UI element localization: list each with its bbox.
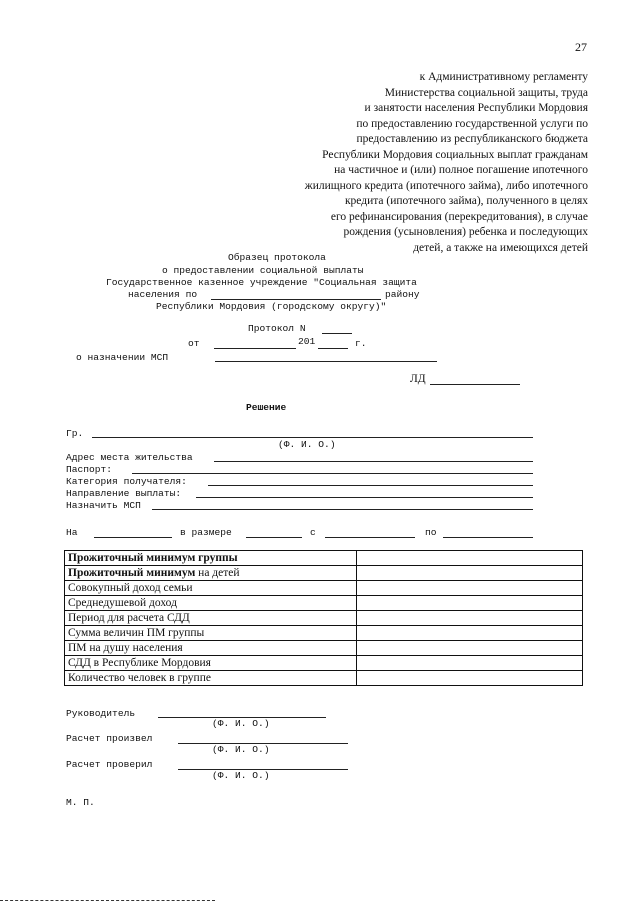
table-row-value[interactable] [357,626,583,641]
table-row [65,671,583,686]
table-row-label [65,551,357,566]
table-row [65,596,583,611]
table-row-label [65,596,357,611]
table-row-label-text: Среднедушевой доход [68,597,177,609]
table-row-label [65,656,357,671]
header-line: Республики Мордовия социальных выплат гражданам [322,148,588,161]
republic-okrug: Республики Мордовия (городскому округу)" [156,301,387,312]
passport-label: Паспорт: [66,464,113,475]
assign-msp-field[interactable] [215,361,437,362]
table-row [65,641,583,656]
header-line: по предоставлению государственной услуги по [356,117,588,130]
calc-made-label: Расчет произвел [66,733,153,744]
table-row-value[interactable] [357,596,583,611]
table-row-label [65,566,357,581]
table-row-label [65,581,357,596]
sample-title: Образец протокола [228,252,326,263]
table-row-value[interactable] [357,656,583,671]
header-line: жилищного кредита (ипотечного займа), либо ипотечного [304,179,588,192]
table-row [65,566,583,581]
citizen-fio-field[interactable] [92,437,533,438]
fio-hint: (Ф. И. О.) [278,439,336,450]
table-row [65,611,583,626]
table-row [65,581,583,596]
institution-name: Государственное казенное учреждение "Социальная защита [106,277,417,288]
table-row-label-text: Период для расчета СДД [68,612,190,624]
ld-field[interactable] [430,384,520,385]
table-row-value[interactable] [357,641,583,656]
protocol-date-label: от [188,338,200,349]
header-line: его рефинансирования (перекредитования), в случае [330,210,588,223]
table-row-value[interactable] [357,611,583,626]
table-row-label [65,626,357,641]
protocol-year-suffix: г. [355,338,367,349]
calc-checked-label: Расчет проверил [66,759,153,770]
header-line: Министерства социальной защиты, труда [384,86,588,99]
header-line: рождения (усыновления) ребенка и последующих [343,226,588,238]
table-row-label [65,641,357,656]
direction-label: Направление выплаты: [66,488,182,499]
table-row [65,551,583,566]
category-label: Категория получателя: [66,476,187,487]
fio-hint: (Ф. И. О.) [212,718,270,729]
table-row-label-text: на детей [195,567,240,579]
table-row-label-text: Совокупный доход семьи [68,582,193,594]
fio-hint: (Ф. И. О.) [212,744,270,755]
district-suffix: району [385,289,420,300]
header-line: кредита (ипотечного займа), полученного в целях [344,195,588,207]
header-line: к Административному регламенту [419,71,588,83]
table-row-label-bold: Прожиточный минимум [68,567,196,579]
head-label: Руководитель [66,708,136,719]
header-line: детей, а также на имеющихся детей [413,241,588,254]
category-field[interactable] [208,485,533,486]
header-line: на частичное и (или) полное погашение ипотечного [334,164,588,176]
assign-msp-label: о назначении МСП [76,352,169,363]
protocol-year-field[interactable] [318,348,348,349]
address-label: Адрес места жительства [66,452,193,463]
address-field[interactable] [214,461,533,462]
table-row-label-text: СДД в Республике Мордовия [68,657,211,669]
protocol-number-field[interactable] [322,333,352,334]
table-row [65,656,583,671]
table-row-value[interactable] [357,671,583,686]
table-row-value[interactable] [357,581,583,596]
assign-label: Назначить МСП [66,500,141,511]
period-to-label: по [425,527,437,538]
table-row-label-text: ПМ на душу населения [68,642,183,654]
table-row [65,626,583,641]
table-row-label-text: Количество человек в группе [68,672,211,684]
fio-hint: (Ф. И. О.) [212,770,270,781]
table-row-value[interactable] [357,566,583,581]
stamp-place: М. П. [66,797,95,808]
table-row-label-bold: Прожиточный минимум группы [68,552,238,564]
period-to-field[interactable] [443,537,533,538]
protocol-year: 201 [298,336,316,347]
direction-field[interactable] [196,497,533,498]
table-row-label-text: Сумма величин ПМ группы [68,627,205,639]
table-row-value[interactable] [357,551,583,566]
header-line: предоставлению из республиканского бюджета [356,133,588,145]
protocol-date-field[interactable] [214,348,296,349]
citizen-label: Гр. [66,428,84,439]
ld-label: ЛД [410,373,426,385]
passport-field[interactable] [132,473,533,474]
period-amount-field[interactable] [246,537,302,538]
protocol-title: Протокол N [248,323,306,334]
period-amount-label: в размере [180,527,232,538]
header-line: и занятости населения Республики Мордовия [364,102,588,114]
assign-field[interactable] [152,509,533,510]
period-on-label: На [66,527,78,538]
period-months-field[interactable] [94,537,172,538]
regulation-header [228,70,588,256]
period-from-label: с [310,527,316,538]
district-field[interactable] [211,299,381,300]
population-district-label: населения по [128,289,198,300]
table-row-label [65,671,357,686]
bottom-divider [0,900,215,901]
page-number: 27 [575,40,587,54]
calculation-table [64,550,583,686]
decision-heading: Решение [246,402,287,413]
table-row-label [65,611,357,626]
sample-subtitle: о предоставлении социальной выплаты [162,265,364,276]
period-from-field[interactable] [325,537,415,538]
